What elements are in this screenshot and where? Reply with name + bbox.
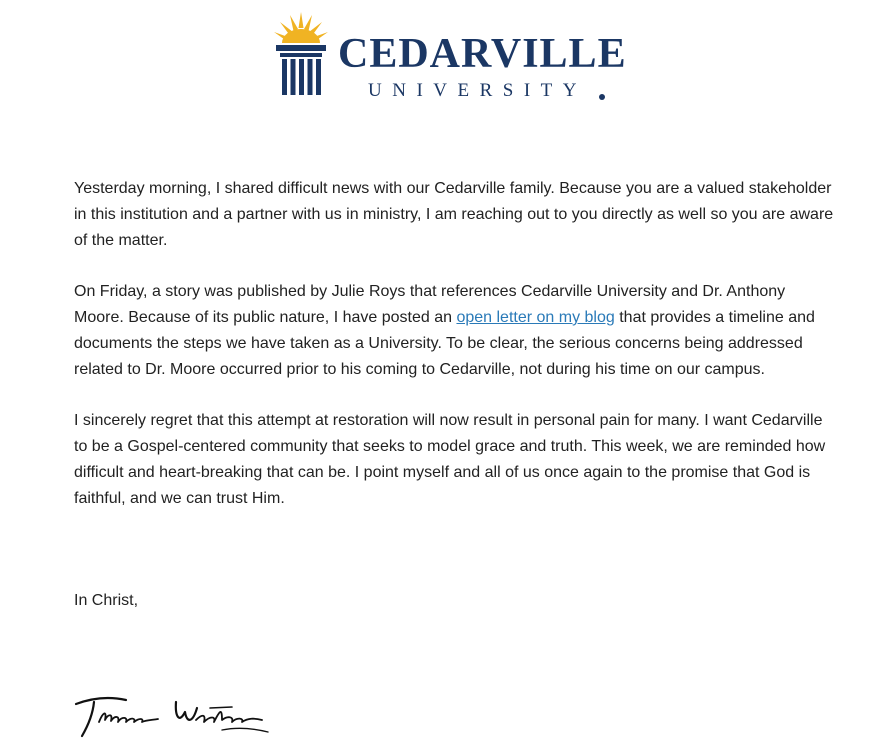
open-letter-blog-link[interactable]: open letter on my blog [456,309,615,326]
cedarville-university-logo [272,10,632,102]
letter-body [74,176,834,537]
paragraph-2-text-start: On Friday, a story was published by Julie Roys that references Cedarville University and Dr. Anthony Moore. Because of its public nature, I have posted an [74,283,786,326]
logo-wordmark: CEDARVILLE [338,31,627,77]
logo-subtitle: UNIVERSITY [368,80,587,101]
closing-salutation: In Christ, [74,592,139,609]
pillars-icon [276,45,326,95]
sun-pillars-icon [272,10,330,98]
handwritten-signature-icon [72,690,272,744]
paragraph-2 [74,279,834,383]
registered-mark-icon [599,94,605,100]
sun-rays-icon [274,12,328,43]
paragraph-2-text-end: that provides a timeline and documents the steps we have taken as a University. To be clear, the serious concerns being addressed related to Dr. Moore occurred prior to his coming to Cedarville, not during his time on our campus. [74,309,815,378]
paragraph-3: I sincerely regret that this attempt at restoration will now result in personal pain for many. I want Cedarville to be a Gospel-centered community that seeks to model grace and truth. This week, we are reminded how difficult and heart-breaking that can be. I point myself and all of us once again to the promise that God is faithful, and we can trust Him. [74,412,826,507]
paragraph-1: Yesterday morning, I shared difficult news with our Cedarville family. Because you are a valued stakeholder in this institution and a partner with us in ministry, I am reaching out to you directly as well so you are aware of the matter. [74,180,834,249]
